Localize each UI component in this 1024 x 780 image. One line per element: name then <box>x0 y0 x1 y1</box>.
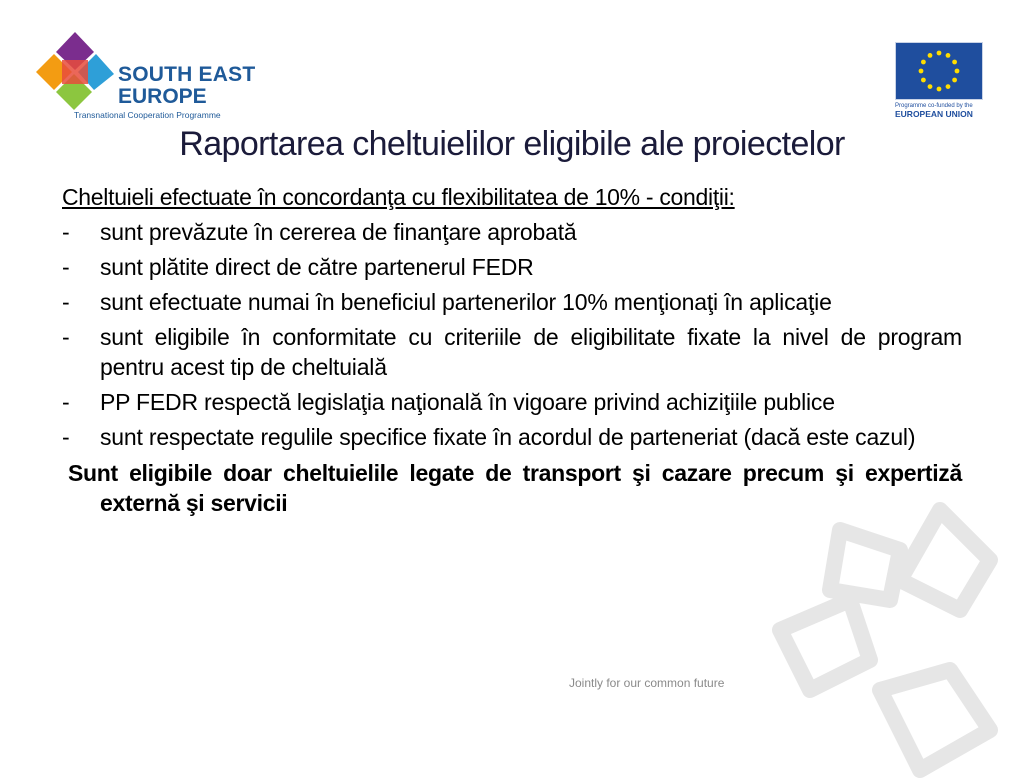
footer-tagline: Jointly for our common future <box>569 676 725 690</box>
list-item <box>62 217 962 247</box>
list-item-text: sunt respectate regulile specifice fixate în acordul de parteneriat (dacă este cazul) <box>100 424 916 450</box>
list-item-text: sunt prevăzute în cererea de finanţare aprobată <box>100 219 577 245</box>
list-item <box>62 287 962 317</box>
eu-cofunded-badge <box>895 42 983 122</box>
list-item-text: sunt plătite direct de către partenerul FEDR <box>100 254 534 280</box>
flower-watermark <box>740 490 1024 780</box>
list-item <box>62 252 962 282</box>
slide-content <box>62 182 962 518</box>
bullet-dash: - <box>62 424 70 450</box>
logo-subtitle: Transnational Cooperation Programme <box>74 110 221 120</box>
logo-text-line2: EUROPE <box>118 85 207 108</box>
eligibility-note: Sunt eligibile doar cheltuielile legate de transport şi cazare precum şi expertiză externă şi servicii <box>68 460 962 516</box>
slide-title: Raportarea cheltuielilor eligibile ale proiectelor <box>179 125 845 163</box>
bullet-dash: - <box>62 219 70 245</box>
list-item <box>62 422 962 452</box>
bullet-dash: - <box>62 324 70 350</box>
bullet-dash: - <box>62 289 70 315</box>
list-item-text: sunt eligibile în conformitate cu criteriile de eligibilitate fixate la nivel de program pentru acest tip de cheltuială <box>100 324 962 380</box>
bullet-dash: - <box>62 389 70 415</box>
logo-text-line1: SOUTH EAST <box>118 63 256 86</box>
list-item-text: sunt efectuate numai în beneficiul partenerilor 10% menţionaţi în aplicaţie <box>100 289 832 315</box>
conditions-heading: Cheltuieli efectuate în concordanţa cu flexibilitatea de 10% - condiţii: <box>62 184 735 210</box>
list-item-text: PP FEDR respectă legislaţia naţională în vigoare privind achiziţiile publice <box>100 389 835 415</box>
eu-badge-name: EUROPEAN UNION <box>895 109 973 119</box>
list-item <box>62 387 962 417</box>
eu-flag-icon <box>895 42 983 100</box>
bullet-dash: - <box>62 254 70 280</box>
see-programme-logo <box>34 30 284 125</box>
flower-logo-icon <box>34 30 116 112</box>
list-item <box>62 322 962 382</box>
eu-badge-caption: Programme co-funded by the <box>895 103 973 109</box>
